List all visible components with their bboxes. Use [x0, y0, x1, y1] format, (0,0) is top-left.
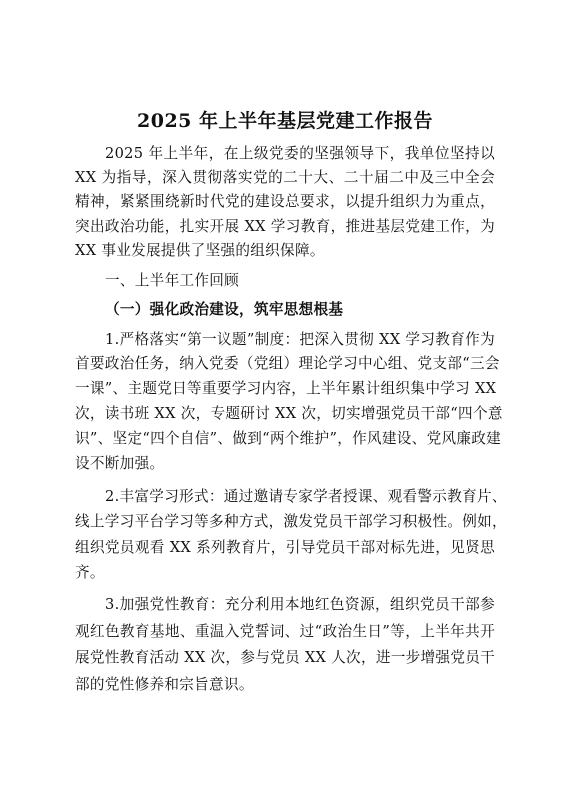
intro-line: 突出政治功能，扎实开展 XX 学习教育，推进基层党建工作，为 — [75, 218, 495, 235]
item1-line: 识”、坚定“四个自信”、做到“两个维护”，作风建设、党风廉政建 — [75, 430, 502, 447]
item2-line: 齐。 — [75, 564, 105, 581]
item1-line: 一课”、主题党日等重要学习内容，上半年累计组织集中学习 XX — [75, 380, 497, 397]
item2-line: 2.丰富学习形式：通过邀请专家学者授课、观看警示教育片、 — [105, 488, 507, 505]
document-title: 2025 年上半年基层党建工作报告 — [137, 110, 433, 132]
intro-line: 2025 年上半年，在上级党委的坚强领导下，我单位坚持以 — [105, 145, 495, 162]
item2-line: 组织党员观看 XX 系列教育片，引导党员干部对标先进，见贤思 — [75, 539, 495, 556]
item2-line: 线上学习平台学习等多种方式，激发党员干部学习积极性。例如， — [75, 513, 507, 530]
intro-line: XX 事业发展提供了坚强的组织保障。 — [75, 242, 325, 259]
intro-line: 精神，紧紧围绕新时代党的建设总要求，以提升组织力为重点， — [75, 193, 495, 210]
item3-line: 展党性教育活动 XX 次，参与党员 XX 人次，进一步增强党员干 — [75, 649, 495, 666]
item1-line: 设不断加强。 — [75, 455, 165, 472]
item3-line: 部的党性修养和宗旨意识。 — [75, 676, 254, 693]
item3-line: 观红色教育基地、重温入党誓词、过“政治生日”等，上半年共开 — [75, 623, 495, 640]
section-heading: 一、上半年工作回顾 — [105, 272, 240, 289]
item1-line: 首要政治任务，纳入党委（党组）理论学习中心组、党支部“三会 — [75, 355, 500, 372]
intro-line: XX 为指导，深入贯彻落实党的二十大、二十届二中及三中全会 — [75, 169, 495, 186]
subsection-heading: （一）强化政治建设，筑牢思想根基 — [105, 301, 344, 318]
item1-line: 次，读书班 XX 次，专题研讨 XX 次，切实增强党员干部“四个意 — [75, 405, 503, 422]
item3-line: 3.加强党性教育：充分利用本地红色资源，组织党员干部参 — [105, 596, 495, 613]
item1-line: 1.严格落实“第一议题”制度：把深入贯彻 XX 学习教育作为 — [105, 331, 495, 348]
